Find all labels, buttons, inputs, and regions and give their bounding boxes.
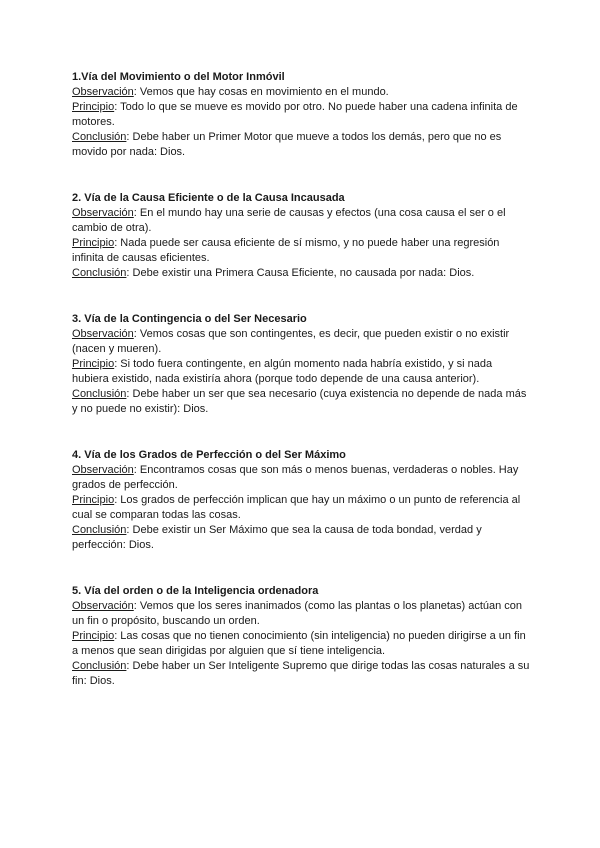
principio-label: Principio [72, 237, 115, 249]
principio-text: : Nada puede ser causa eficiente de sí mismo, y no puede haber una regresión infinita de causas eficientes. [72, 237, 500, 264]
observacion-text: : Vemos cosas que son contingentes, es decir, que pueden existir o no existir (nacen y mueren). [72, 328, 510, 355]
principio-paragraph [72, 629, 530, 659]
conclusion-paragraph [72, 387, 530, 417]
conclusion-label: Conclusión [72, 388, 127, 400]
principio-paragraph [72, 357, 530, 387]
section-title: 2. Vía de la Causa Eficiente o de la Causa Incausada [72, 192, 345, 204]
principio-text: : Todo lo que se mueve es movido por otro. No puede haber una cadena infinita de motores. [72, 101, 518, 128]
section-title: 1.Vía del Movimiento o del Motor Inmóvil [72, 71, 285, 83]
conclusion-text: : Debe haber un Ser Inteligente Supremo que dirige todas las cosas naturales a su fin: Dios. [72, 660, 530, 687]
principio-text: : Si todo fuera contingente, en algún momento nada habría existido, y si nada hubiera existido, nada existiría ahora (porque todo depende de una causa anterior). [72, 358, 493, 385]
observacion-label: Observación [72, 207, 134, 219]
section-via-2 [72, 191, 530, 281]
principio-paragraph [72, 236, 530, 266]
observacion-text: : En el mundo hay una serie de causas y efectos (una cosa causa el ser o el cambio de otra). [72, 207, 506, 234]
conclusion-label: Conclusión [72, 267, 127, 279]
conclusion-label: Conclusión [72, 131, 127, 143]
principio-text: : Las cosas que no tienen conocimiento (sin inteligencia) no pueden dirigirse a un fin a menos que sean dirigidas por alguien que sí tiene inteligencia. [72, 630, 526, 657]
observacion-paragraph [72, 599, 530, 629]
observacion-text: : Encontramos cosas que son más o menos buenas, verdaderas o nobles. Hay grados de perfección. [72, 464, 519, 491]
principio-paragraph [72, 493, 530, 523]
observacion-text: : Vemos que hay cosas en movimiento en el mundo. [133, 86, 389, 98]
section-via-3 [72, 312, 530, 417]
principio-label: Principio [72, 494, 115, 506]
principio-label: Principio [72, 101, 115, 113]
principio-label: Principio [72, 358, 115, 370]
principio-paragraph [72, 100, 530, 130]
principio-text: : Los grados de perfección implican que hay un máximo o un punto de referencia al cual se comparan todas las cosas. [72, 494, 521, 521]
section-via-5 [72, 584, 530, 689]
observacion-label: Observación [72, 86, 134, 98]
principio-label: Principio [72, 630, 115, 642]
conclusion-label: Conclusión [72, 524, 127, 536]
observacion-paragraph [72, 463, 530, 493]
observacion-paragraph [72, 85, 530, 100]
conclusion-text: : Debe existir un Ser Máximo que sea la causa de toda bondad, verdad y perfección: Dios. [72, 524, 482, 551]
conclusion-text: : Debe existir una Primera Causa Eficiente, no causada por nada: Dios. [126, 267, 475, 279]
conclusion-label: Conclusión [72, 660, 127, 672]
observacion-label: Observación [72, 328, 134, 340]
section-title: 5. Vía del orden o de la Inteligencia ordenadora [72, 585, 319, 597]
conclusion-text: : Debe haber un Primer Motor que mueve a todos los demás, pero que no es movido por nada: Dios. [72, 131, 502, 158]
document-page [72, 70, 530, 689]
conclusion-paragraph [72, 266, 530, 281]
observacion-label: Observación [72, 464, 134, 476]
conclusion-paragraph [72, 659, 530, 689]
observacion-label: Observación [72, 600, 134, 612]
section-via-1 [72, 70, 530, 160]
conclusion-paragraph [72, 523, 530, 553]
conclusion-text: : Debe haber un ser que sea necesario (cuya existencia no depende de nada más y no puede no existir): Dios. [72, 388, 527, 415]
observacion-paragraph [72, 327, 530, 357]
observacion-paragraph [72, 206, 530, 236]
section-title: 3. Vía de la Contingencia o del Ser Necesario [72, 313, 307, 325]
observacion-text: : Vemos que los seres inanimados (como las plantas o los planetas) actúan con un fin o propósito, buscando un orden. [72, 600, 523, 627]
section-via-4 [72, 448, 530, 553]
conclusion-paragraph [72, 130, 530, 160]
section-title: 4. Vía de los Grados de Perfección o del Ser Máximo [72, 449, 346, 461]
